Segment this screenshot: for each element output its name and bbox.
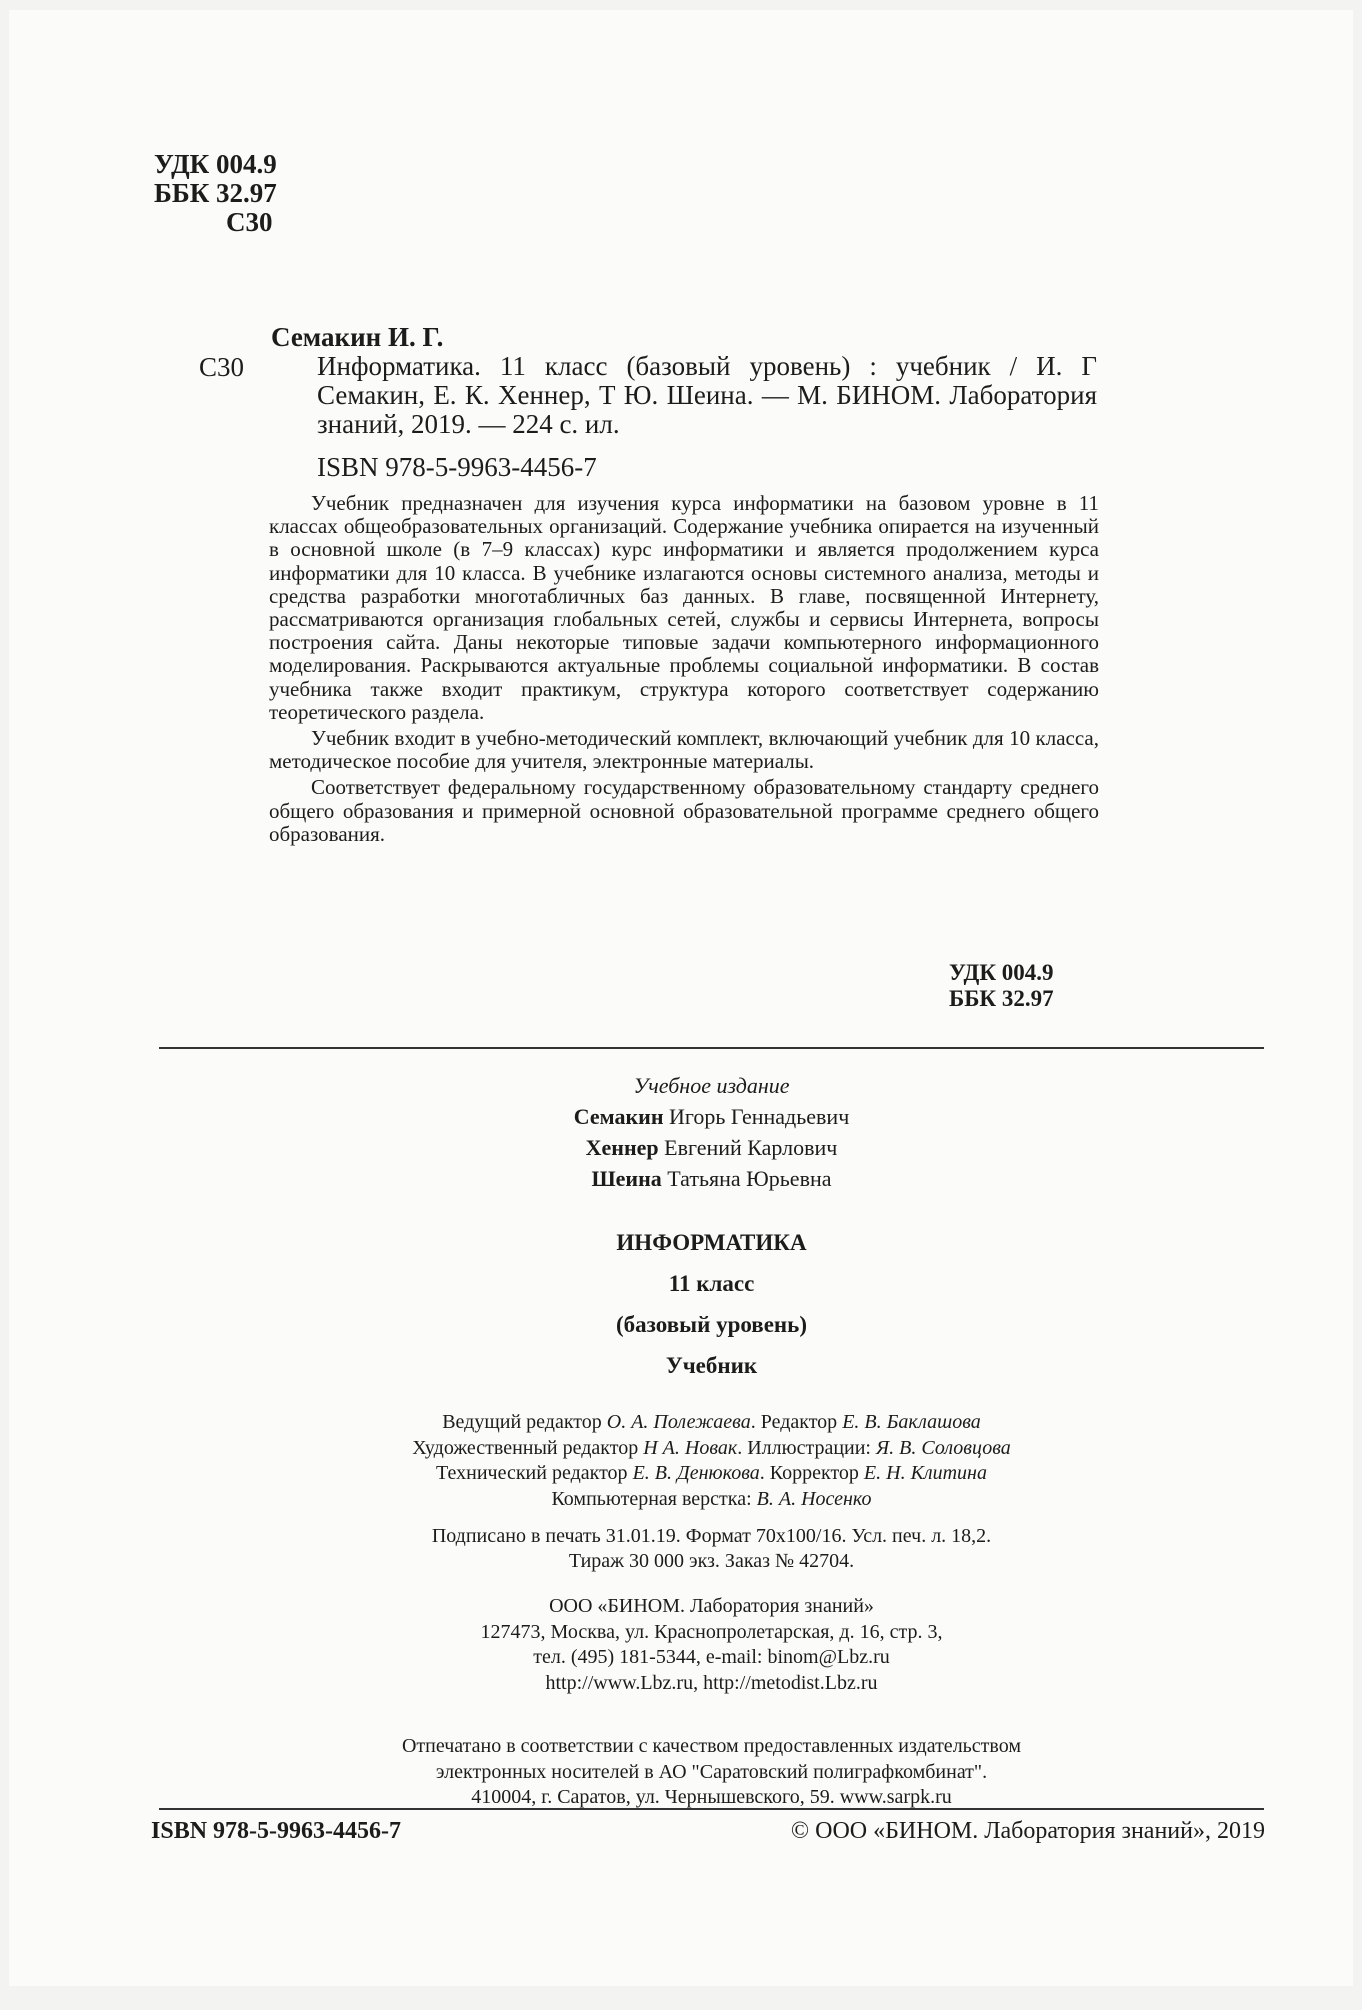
print-data	[159, 1524, 1264, 1574]
book-title: ИНФОРМАТИКА	[616, 1230, 807, 1255]
classification-codes	[154, 150, 277, 237]
printer-line: Отпечатано в соответствии с качеством предоставленных издательством	[401, 1735, 1021, 1757]
record-author-mark: С30	[199, 352, 245, 382]
author-mark: С30	[226, 207, 273, 237]
abstract-paragraph: Соответствует федеральному государственному образовательному стандарту среднего общего образования и примерной основной образовательной программе среднего общего образования.	[269, 775, 1099, 846]
record-isbn: ISBN 978-5-9963-4456-7	[317, 452, 597, 482]
page	[9, 10, 1353, 1986]
publisher-contacts: тел. (495) 181-5344, e-mail: binom@Lbz.ru	[533, 1646, 890, 1668]
abstract-paragraph: Учебник предназначен для изучения курса информатики на базовом уровне в 11 классах общеобразовательных организаций. Содержание учебника опирается на изученный в основной школе (в 7–9 классах) курс информатики и является продолжением курса информатики для 10 класса. В учебнике излагаются основы системного анализа, методы и средства разработки многотабличных баз данных. В главе, посвященной Интернету, рассматриваются организация глобальных сетей, службы и сервисы Интернета, вопросы построения сайта. Даны некоторые типовые задачи компьютерного информационного моделирования. Раскрываются актуальные проблемы социальной информатики. В состав учебника также входит практикум, структура которого соответствует содержанию теоретического раздела.	[269, 491, 1099, 724]
credit-line: Художественный редактор Н А. Новак. Иллюстрации: Я. В. Соловцова	[412, 1436, 1011, 1459]
divider	[159, 1808, 1264, 1810]
author-line: Хеннер Евгений Карлович	[585, 1135, 838, 1160]
author-heading: Семакин И. Г.	[271, 322, 444, 352]
footer-isbn: ISBN 978-5-9963-4456-7	[151, 1818, 401, 1844]
abstract	[269, 492, 1099, 849]
author-line: Семакин Игорь Геннадьевич	[573, 1104, 850, 1129]
abstract-paragraph: Учебник входит в учебно-методический комплект, включающий учебник для 10 класса, методическое пособие для учителя, электронные материалы.	[269, 726, 1099, 774]
udk-code: УДК 004.9	[154, 149, 277, 179]
imprint-authors	[159, 1070, 1264, 1194]
classification-codes-right	[949, 960, 1054, 1012]
bibliographic-description: Информатика. 11 класс (базовый уровень) : учебник / И. Г Семакин, Е. К. Хеннер, Т Ю. Шеина. — М. БИНОМ. Лаборатория знаний, 2019. — 224 с. ил.	[317, 351, 1097, 439]
publisher-info	[159, 1594, 1264, 1696]
printer-info	[159, 1734, 1264, 1811]
editorial-credits	[159, 1410, 1264, 1512]
print-data-line: Тираж 30 000 экз. Заказ № 42704.	[568, 1550, 855, 1572]
book-kind: Учебник	[665, 1353, 758, 1378]
book-grade: 11 класс	[668, 1271, 755, 1296]
bbk-code: ББК 32.97	[154, 178, 277, 208]
credit-line: Технический редактор Е. В. Денюкова. Корректор Е. Н. Клитина	[436, 1462, 987, 1484]
udk-code: УДК 004.9	[949, 960, 1054, 985]
bbk-code: ББК 32.97	[949, 986, 1054, 1011]
edition-type: Учебное издание	[633, 1073, 790, 1098]
printer-line: электронных носителей в АО "Саратовский полиграфкомбинат".	[435, 1760, 988, 1783]
publisher-name: ООО «БИНОМ. Лаборатория знаний»	[549, 1595, 874, 1617]
book-title-block	[159, 1222, 1264, 1386]
publisher-address: 127473, Москва, ул. Краснопролетарская, д. 16, стр. 3,	[480, 1620, 943, 1643]
credit-line: Ведущий редактор О. А. Полежаева. Редактор Е. В. Баклашова	[442, 1411, 981, 1433]
divider	[159, 1047, 1264, 1049]
publisher-web: http://www.Lbz.ru, http://metodist.Lbz.ru	[545, 1671, 878, 1694]
print-data-line: Подписано в печать 31.01.19. Формат 70x100/16. Усл. печ. л. 18,2.	[431, 1525, 992, 1547]
author-line: Шеина Татьяна Юрьевна	[591, 1166, 832, 1191]
printer-line: 410004, г. Саратов, ул. Чернышевского, 59. www.sarpk.ru	[471, 1786, 952, 1808]
credit-line: Компьютерная верстка: В. А. Носенко	[551, 1487, 872, 1510]
footer-copyright: © ООО «БИНОМ. Лаборатория знаний», 2019	[790, 1818, 1265, 1844]
book-level: (базовый уровень)	[616, 1312, 807, 1337]
